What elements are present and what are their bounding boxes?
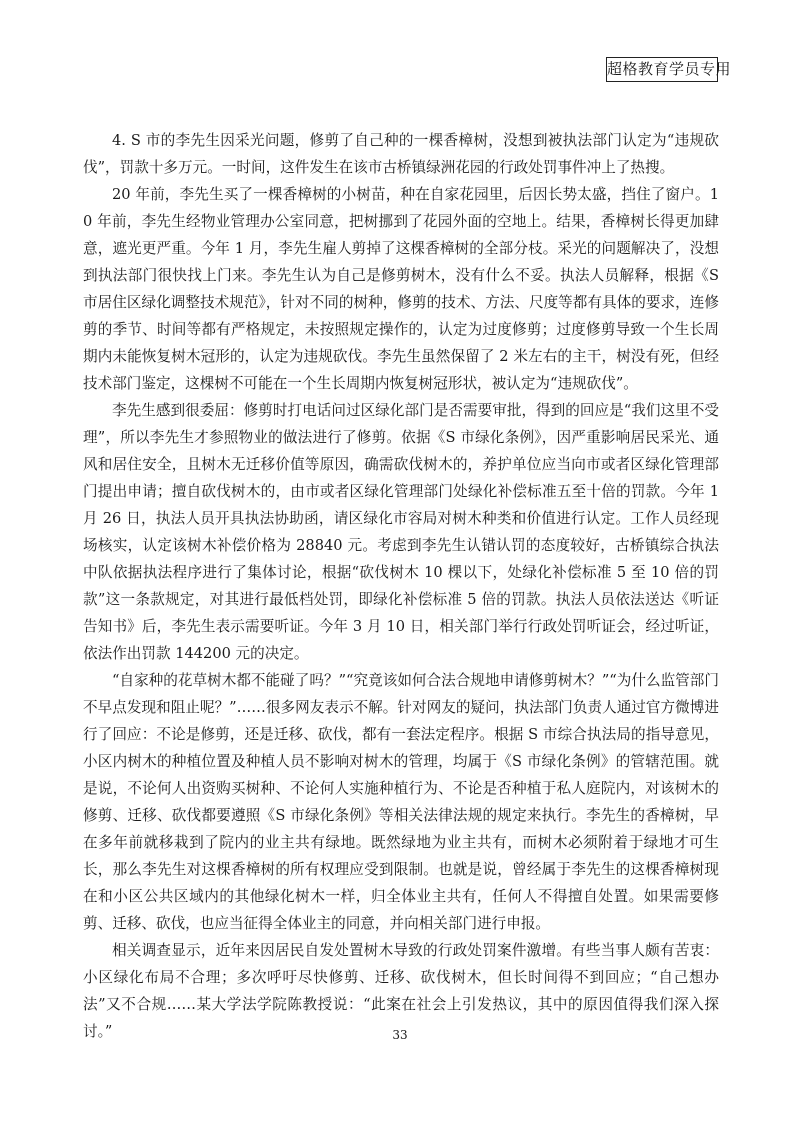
paragraph-public-response: “自家种的花草树木都不能碰了吗？”“究竟该如何合法合规地申请修剪树木？”“为什么监管部门不早点发现和阻止呢？”……很多网友表示不解。针对网友的疑问，执法部门负责人通过官方微博进行了回应：不论是修剪，还是迁移、砍伐，都有一套法定程序。根据 S 市综合执法局的指导意见，小区内树木的种植位置及种植人员不影响对树木的管理，均属于《S 市绿化条例》的管辖范围。就是说，不论何人出资购买树种、不论何人实施种植行为、不论是否种植于私人庭院内，对该树木的修剪、迁移、砍伐都要遵照《S 市绿化条例》等相关法律法规的规定来执行。李先生的香樟树，早在多年前就移栽到了院内的业主共有绿地。既然绿地为业主共有，而树木必须附着于绿地才可生长，那么李先生对这棵香樟树的所有权理应受到限制。也就是说，曾经属于李先生的这棵香樟树现在和小区公共区域内的其他绿化树木一样，归全体业主共有，任何人不得擅自处置。如果需要修剪、迁移、砍伐，也应当征得全体业主的同意，并向相关部门进行申报。 — [83, 672, 719, 932]
document-body — [83, 127, 719, 1045]
paragraph-penalty-process: 李先生感到很委屈：修剪时打电话问过区绿化部门是否需要审批，得到的回应是“我们这里不受理”，所以李先生才参照物业的做法进行了修剪。依据《S 市绿化条例》，因严重影响居民采光、通风和居住安全，且树木无迁移价值等原因，确需砍伐树木的，养护单位应当向市或者区绿化管理部门提出申请；擅自砍伐树木的，由市或者区绿化管理部门处绿化补偿标准五至十倍的罚款。今年 1 月 26 日，执法人员开具执法协助函，请区绿化市容局对树木种类和价值进行认定。工作人员经现场核实，认定该树木补偿价格为 28840 元。考虑到李先生认错认罚的态度较好，古桥镇综合执法中队依据执法程序进行了集体讨论，根据“砍伐树木 10 棵以下，处绿化补偿标准 5 至 10 倍的罚款”这一条款规定，对其进行最低档处罚，即绿化补偿标准 5 倍的罚款。执法人员依法送达《听证告知书》后，李先生表示需要听证。今年 3 月 10 日，相关部门举行行政处罚听证会，经过听证，依法作出罚款 144200 元的决定。 — [83, 402, 719, 662]
page-number: 33 — [392, 1028, 408, 1042]
paragraph-background: 20 年前，李先生买了一棵香樟树的小树苗，种在自家花园里，后因长势太盛，挡住了窗户。10 年前，李先生经物业管理办公室同意，把树挪到了花园外面的空地上。结果，香樟树长得更加肆意，遮光更严重。今年 1 月，李先生雇人剪掉了这棵香樟树的全部分枝。采光的问题解决了，没想到执法部门很快找上门来。李先生认为自己是修剪树木，没有什么不妥。执法人员解释，根据《S 市居住区绿化调整技术规范》，针对不同的树种，修剪的技术、方法、尺度等都有具体的要求，连修剪的季节、时间等都有严格规定，未按照规定操作的，认定为过度修剪；过度修剪导致一个生长周期内未能恢复树木冠形的，认定为违规砍伐。李先生虽然保留了 2 米左右的主干，树没有死，但经技术部门鉴定，这棵树不可能在一个生长周期内恢复树冠形状，被认定为“违规砍伐”。 — [83, 186, 719, 392]
paragraph-case-intro: 4. S 市的李先生因采光问题，修剪了自己种的一棵香樟树，没想到被执法部门认定为“违规砍伐”，罚款十多万元。一时间，这件发生在该市古桥镇绿洲花园的行政处罚事件冲上了热搜。 — [83, 132, 719, 176]
paragraph-survey: 相关调查显示，近年来因居民自发处置树木导致的行政处罚案件激增。有些当事人颇有苦衷：小区绿化布局不合理；多次呼吁尽快修剪、迁移、砍伐树木，但长时间得不到回应；“自己想办法”又不合规……某大学法学院陈教授说：“此案在社会上引发热议，其中的原因值得我们深入探讨。” — [83, 942, 719, 1040]
exclusive-use-stamp: 超格教育学员专用 — [606, 57, 718, 82]
